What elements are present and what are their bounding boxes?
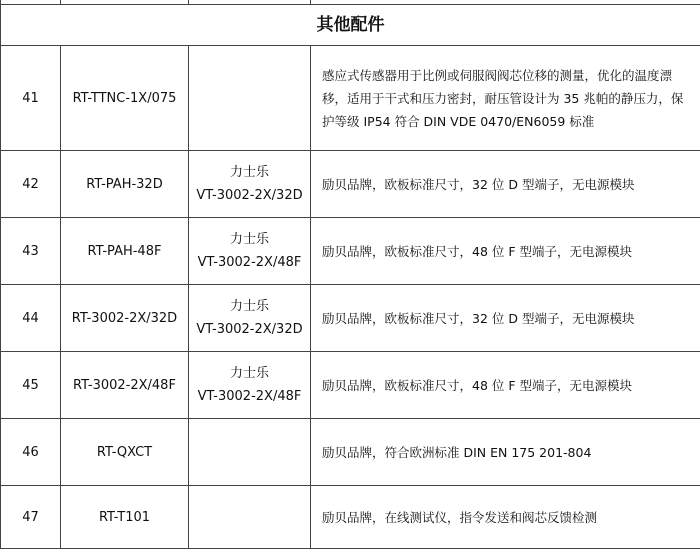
row-number: 45 [1, 352, 61, 419]
replacement-cell [189, 151, 311, 218]
row-number: 41 [1, 46, 61, 151]
replacement-brand: 力士乐 [189, 295, 310, 318]
table-row [1, 486, 700, 549]
model-code: RT-QXCT [61, 419, 189, 486]
description: 励贝品牌，欧板标准尺寸，48 位 F 型端子，无电源模块 [311, 352, 700, 419]
model-code: RT-PAH-48F [61, 218, 189, 285]
table-row [1, 46, 700, 151]
description: 励贝品牌，欧板标准尺寸，32 位 D 型端子，无电源模块 [311, 285, 700, 352]
section-header-row [1, 5, 700, 46]
description: 励贝品牌，符合欧洲标准 DIN EN 175 201-804 [311, 419, 700, 486]
model-code: RT-3002-2X/48F [61, 352, 189, 419]
model-code: RT-PAH-32D [61, 151, 189, 218]
replacement-model: VT-3002-2X/32D [189, 318, 310, 341]
description: 励贝品牌，在线测试仪，指令发送和阀芯反馈检测 [311, 486, 700, 549]
model-code: RT-T101 [61, 486, 189, 549]
table-row [1, 151, 700, 218]
replacement-cell [189, 352, 311, 419]
row-number: 43 [1, 218, 61, 285]
replacement-brand: 力士乐 [189, 362, 310, 385]
replacement-model: VT-3002-2X/32D [189, 184, 310, 207]
model-code: RT-3002-2X/32D [61, 285, 189, 352]
model-code: RT-TTNC-1X/075 [61, 46, 189, 151]
description: 感应式传感器用于比例或伺服阀阀芯位移的测量，优化的温度漂移，适用于干式和压力密封，耐压管设计为 35 兆帕的静压力，保护等级 IP54 符合 DIN VDE 0470/EN6059 标准 [311, 46, 700, 151]
table-row [1, 285, 700, 352]
replacement-brand: 力士乐 [189, 228, 310, 251]
replacement-cell [189, 486, 311, 549]
description: 励贝品牌，欧板标准尺寸，48 位 F 型端子，无电源模块 [311, 218, 700, 285]
replacement-cell [189, 218, 311, 285]
row-number: 42 [1, 151, 61, 218]
replacement-model: VT-3002-2X/48F [189, 385, 310, 408]
replacement-cell [189, 285, 311, 352]
replacement-model: VT-3002-2X/48F [189, 251, 310, 274]
replacement-cell [189, 419, 311, 486]
replacement-brand: 力士乐 [189, 161, 310, 184]
row-number: 47 [1, 486, 61, 549]
table-row [1, 218, 700, 285]
section-title: 其他配件 [1, 5, 700, 46]
row-number: 44 [1, 285, 61, 352]
table-row [1, 419, 700, 486]
description: 励贝品牌，欧板标准尺寸，32 位 D 型端子，无电源模块 [311, 151, 700, 218]
replacement-cell [189, 46, 311, 151]
row-number: 46 [1, 419, 61, 486]
table-row [1, 352, 700, 419]
